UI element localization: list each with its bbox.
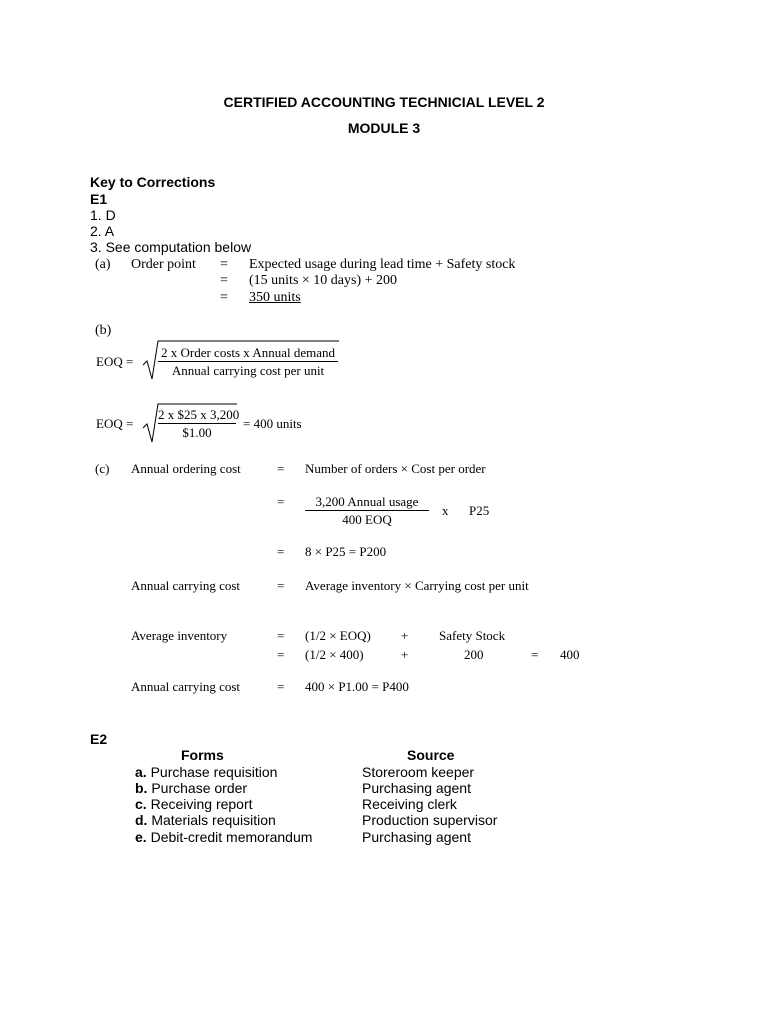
row-letter: a. (135, 764, 147, 780)
eoq-calc-denominator: $1.00 (182, 425, 212, 440)
eoq-label: EOQ = (96, 416, 134, 431)
annual-carrying-cost-label: Annual carrying cost (131, 578, 241, 593)
table-row (135, 780, 247, 796)
ordering-fraction-denominator: 400 EOQ (342, 512, 392, 527)
half-eoq: (1/2 × EOQ) (305, 628, 371, 643)
form-name: Purchase order (151, 780, 248, 796)
half-400: (1/2 × 400) (305, 647, 364, 662)
annual-carrying-cost-label-2: Annual carrying cost (131, 679, 241, 694)
equals-sign: = (277, 544, 285, 559)
equals-sign: = (220, 273, 228, 288)
e1-answer-1: 1. D (90, 207, 116, 223)
ordering-cost-line-1: Number of orders × Cost per order (305, 461, 486, 476)
equals-sign: = (277, 679, 285, 694)
e1-heading: E1 (90, 191, 108, 207)
row-letter: c. (135, 796, 147, 812)
form-name: Purchase requisition (150, 764, 278, 780)
carrying-cost-result: 400 × P1.00 = P400 (305, 679, 409, 694)
equals-sign: = (277, 461, 285, 476)
part-b-label: (b) (95, 323, 112, 338)
order-point-line-1: Expected usage during lead time + Safety stock (249, 257, 516, 272)
annual-ordering-cost-label: Annual ordering cost (131, 461, 241, 476)
row-letter: b. (135, 780, 148, 796)
part-c-label: (c) (95, 461, 110, 476)
form-source: Storeroom keeper (362, 764, 475, 780)
equals-sign: = (220, 257, 228, 272)
table-row (135, 829, 312, 845)
column-header-source: Source (407, 747, 455, 763)
eoq-formula-denominator: Annual carrying cost per unit (171, 363, 325, 378)
cost-per-order: P25 (469, 503, 490, 518)
average-inventory-result: 400 (560, 647, 580, 662)
order-point-term: Order point (131, 257, 196, 272)
eoq-formula-numerator: 2 x Order costs x Annual demand (158, 345, 338, 362)
ordering-fraction-numerator: 3,200 Annual usage (305, 494, 429, 511)
e1-answer-3: 3. See computation below (90, 239, 252, 255)
form-source: Purchasing agent (362, 829, 471, 845)
eoq-label: EOQ = (96, 354, 134, 369)
equals-sign: = (277, 628, 285, 643)
table-row (135, 812, 276, 828)
equals-sign: = (277, 647, 285, 662)
column-header-forms: Forms (181, 747, 224, 763)
order-point-line-2: (15 units × 10 days) + 200 (249, 273, 398, 288)
order-point-result: 350 units (249, 290, 301, 305)
document-subtitle: MODULE 3 (347, 120, 421, 136)
plus-sign: + (401, 647, 409, 662)
form-name: Materials requisition (151, 812, 276, 828)
row-letter: d. (135, 812, 148, 828)
ordering-cost-result: 8 × P25 = P200 (305, 544, 387, 559)
safety-stock-value: 200 (464, 647, 484, 662)
multiply-sign: x (442, 503, 449, 518)
form-name: Debit-credit memorandum (150, 829, 313, 845)
table-row (135, 764, 277, 780)
average-inventory-label: Average inventory (131, 628, 228, 643)
form-source: Production supervisor (362, 812, 498, 828)
form-source: Receiving clerk (362, 796, 457, 812)
safety-stock-term: Safety Stock (439, 628, 506, 643)
carrying-cost-line: Average inventory × Carrying cost per unit (305, 578, 529, 593)
form-name: Receiving report (150, 796, 253, 812)
form-source: Purchasing agent (362, 780, 471, 796)
eoq-calc-numerator: 2 x $25 x 3,200 (158, 407, 240, 422)
equals-sign: = (220, 290, 228, 305)
e2-heading: E2 (90, 731, 108, 747)
plus-sign: + (401, 628, 409, 643)
e1-answer-2: 2. A (90, 223, 115, 239)
row-letter: e. (135, 829, 147, 845)
eoq-calc-result: = 400 units (243, 416, 302, 431)
equals-sign: = (277, 578, 285, 593)
document-title: CERTIFIED ACCOUNTING TECHNICIAL LEVEL 2 (223, 94, 545, 110)
equals-sign: = (277, 494, 285, 509)
part-a-label: (a) (95, 257, 111, 272)
table-row (135, 796, 253, 812)
key-heading: Key to Corrections (90, 174, 216, 190)
equals-sign: = (531, 647, 539, 662)
